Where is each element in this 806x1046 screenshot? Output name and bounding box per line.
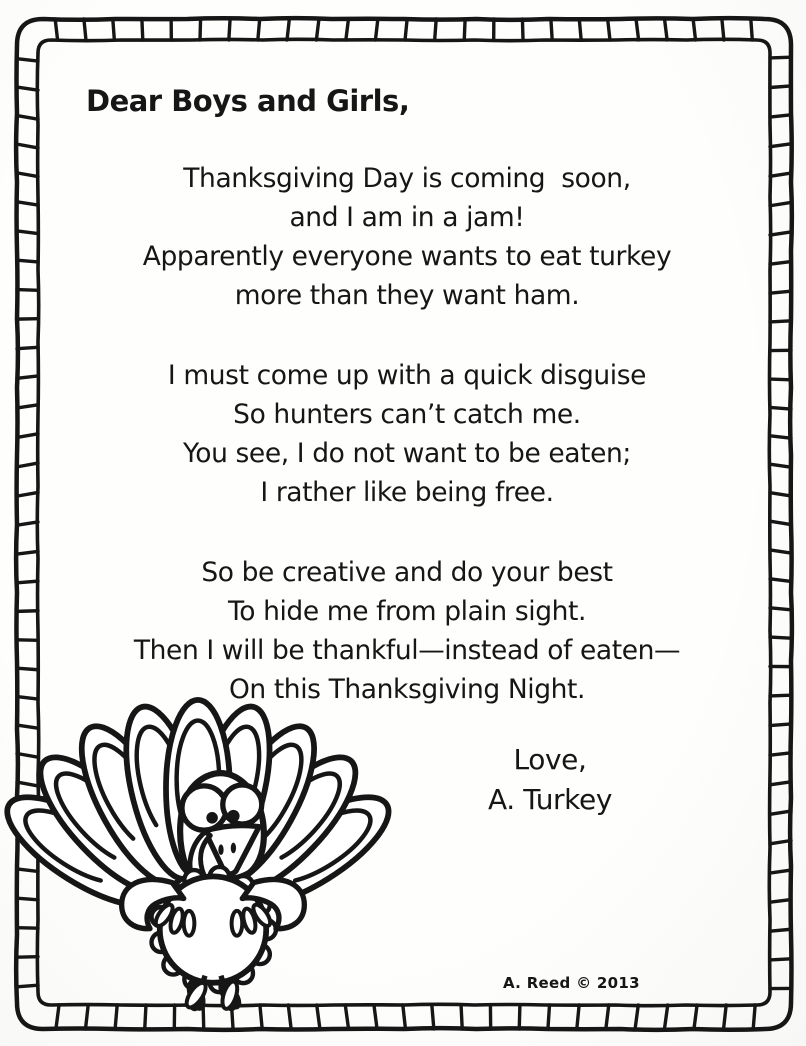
stanza-1 bbox=[32, 159, 782, 315]
turkey-pupil-left bbox=[206, 812, 218, 824]
stanza-2 bbox=[32, 356, 782, 512]
poem-line: You see, I do not want to be eaten; bbox=[183, 438, 631, 469]
author-credit: A. Reed © 2013 bbox=[503, 974, 640, 992]
closing-signature bbox=[436, 740, 664, 820]
turkey-nostril bbox=[231, 843, 236, 854]
poem-line: I must come up with a quick disguise bbox=[167, 360, 647, 391]
poem-line: So hunters can’t catch me. bbox=[233, 399, 581, 430]
poem-line: To hide me from plain sight. bbox=[227, 596, 587, 627]
salutation: Dear Boys and Girls, bbox=[86, 84, 410, 118]
turkey-illustration bbox=[8, 683, 363, 1020]
turkey-nostril bbox=[218, 844, 223, 855]
poem-line: Thanksgiving Day is coming soon, bbox=[183, 163, 631, 194]
valediction: Love, bbox=[513, 743, 587, 776]
signature: A. Turkey bbox=[488, 783, 612, 816]
poem-line: On this Thanksgiving Night. bbox=[228, 674, 586, 705]
poem-line: and I am in a jam! bbox=[289, 202, 525, 233]
letter-body bbox=[32, 84, 782, 709]
poem-line: I rather like being free. bbox=[260, 477, 554, 508]
turkey-pupil-right bbox=[227, 810, 239, 822]
poem-line: more than they want ham. bbox=[234, 280, 580, 311]
poem-line: So be creative and do your best bbox=[201, 557, 613, 588]
turkey-eye-left bbox=[182, 786, 226, 830]
poem-line: Apparently everyone wants to eat turkey bbox=[142, 241, 672, 272]
poem-line: Then I will be thankful—instead of eaten— bbox=[133, 635, 681, 666]
